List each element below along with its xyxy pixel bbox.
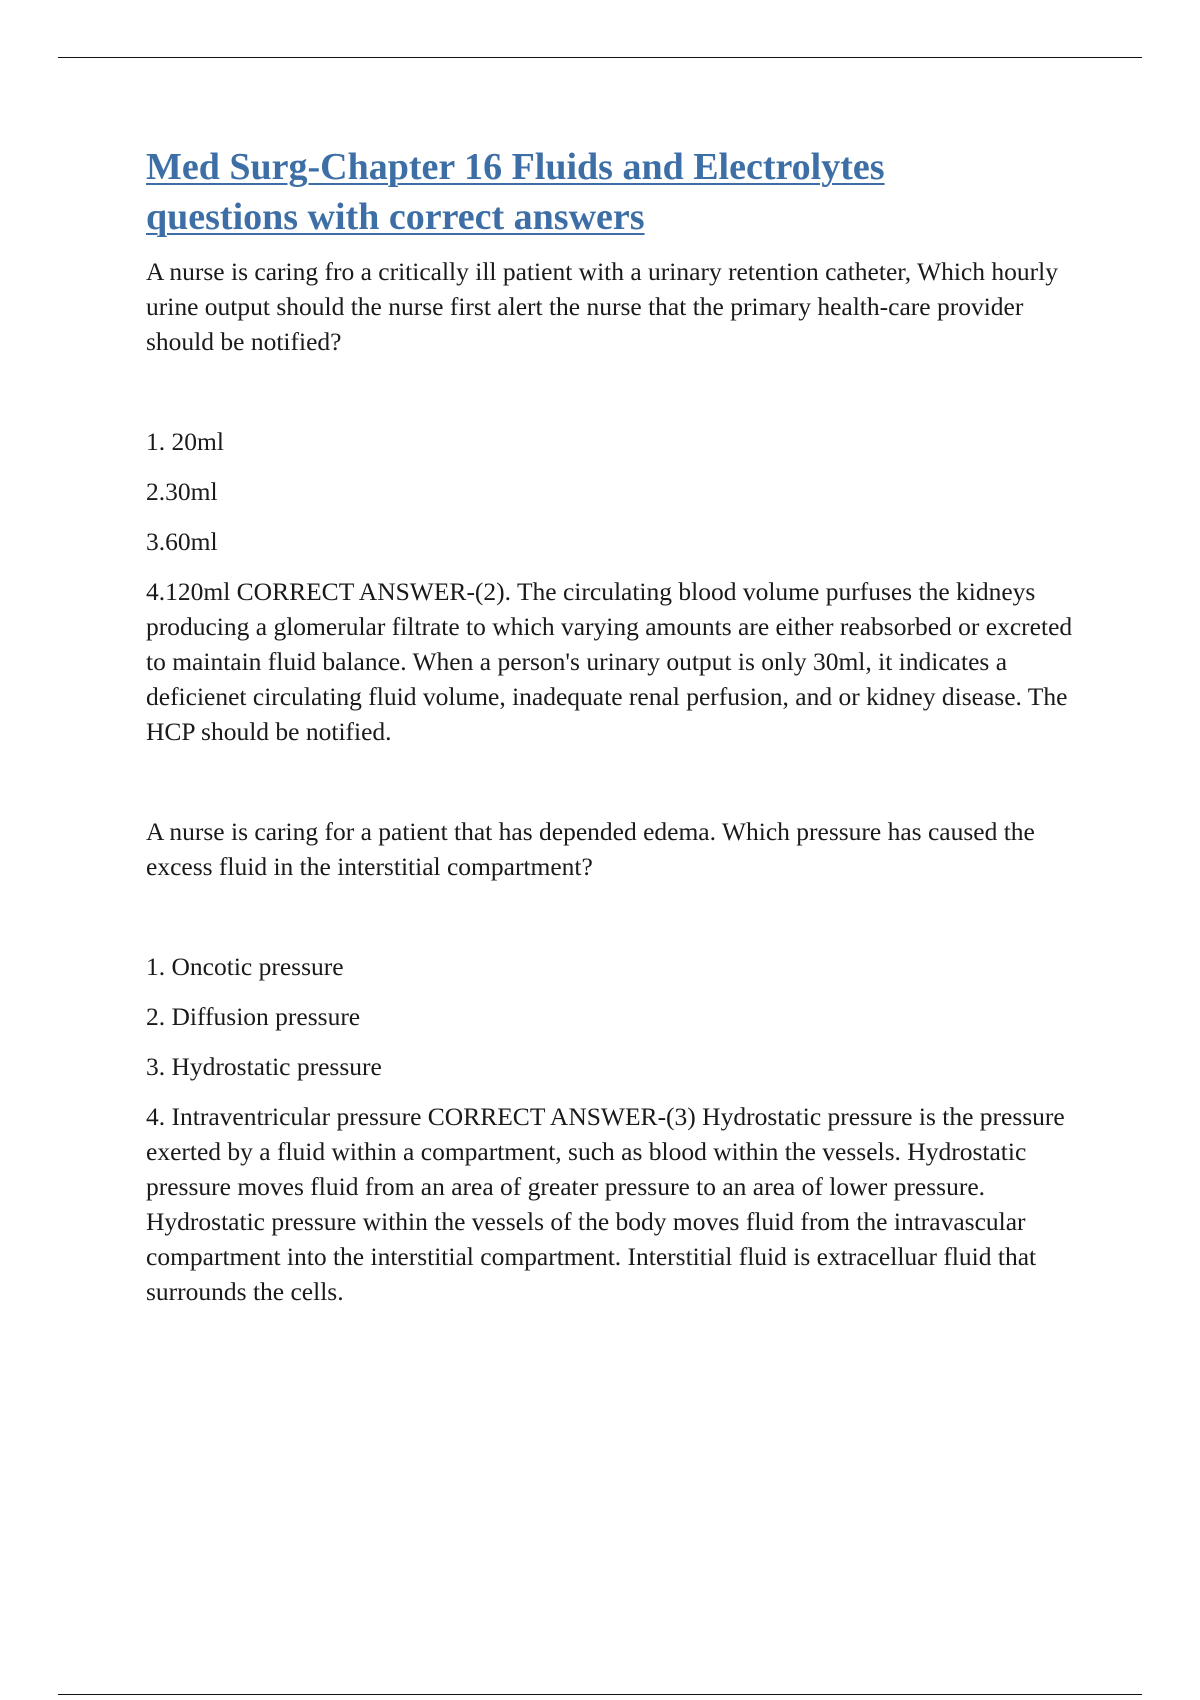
answer-option: 2. Diffusion pressure [146,1002,361,1031]
title-line-2: questions with correct answers [146,196,645,238]
question-block-2 [146,814,1090,1309]
answer-option: 2.30ml [146,477,218,506]
answer-option-with-explanation: 4.120ml CORRECT ANSWER-(2). The circulating blood volume purfuses the kidneys producing a glomerular filtrate to which varying amounts are either reabsorbed or excreted to maintain fluid balance. When a person's urinary output is only 30ml, it indicates a deficienet circulating fluid volume, inadequate renal perfusion, and or kidney disease. The HCP should be notified. [146,577,1073,746]
top-rule [58,57,1142,58]
question-stem: A nurse is caring for a patient that has depended edema. Which pressure has caused the excess fluid in the interstitial compartment? [146,817,1035,881]
document-body [146,142,1090,1309]
question-block-1 [146,254,1090,749]
answer-option-with-explanation: 4. Intraventricular pressure CORRECT ANSWER-(3) Hydrostatic pressure is the pressure exerted by a fluid within a compartment, such as blood within the vessels. Hydrostatic pressure moves fluid from an area of greater pressure to an area of lower pressure. Hydrostatic pressure within the vessels of the body moves fluid from the intravascular compartment into the interstitial compartment. Interstitial fluid is extracelluar fluid that surrounds the cells. [146,1102,1065,1306]
question-stem: A nurse is caring fro a critically ill patient with a urinary retention catheter, Which hourly urine output should the nurse first alert the nurse that the primary health-care provider should be notified? [146,257,1058,356]
answer-option: 3. Hydrostatic pressure [146,1052,382,1081]
answer-option: 3.60ml [146,527,218,556]
title-line-1: Med Surg-Chapter 16 Fluids and Electrolytes [146,146,885,188]
answer-option: 1. 20ml [146,427,224,456]
bottom-rule [58,1694,1142,1695]
document-title [146,142,1090,242]
title-link[interactable] [146,142,1090,242]
answer-option: 1. Oncotic pressure [146,952,344,981]
